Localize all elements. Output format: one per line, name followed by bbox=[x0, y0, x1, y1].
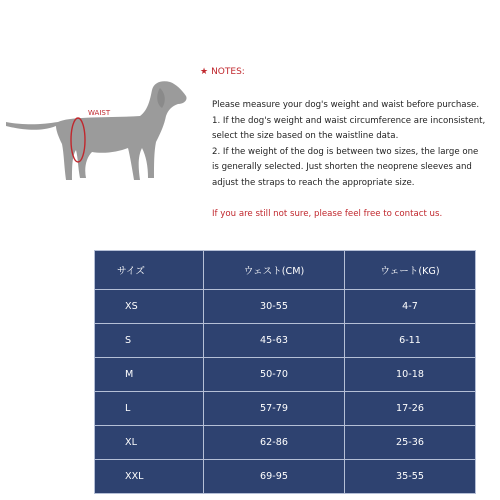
table-row bbox=[95, 358, 476, 392]
size-cell: XL bbox=[95, 426, 204, 460]
notes-line: 2. If the weight of the dog is between two sizes, the large one bbox=[212, 146, 479, 157]
notes-line: select the size based on the waistline data. bbox=[212, 131, 399, 142]
notes-block bbox=[200, 66, 496, 222]
notes-line: adjust the straps to reach the appropriate size. bbox=[212, 177, 415, 188]
waist-cell: 50-70 bbox=[204, 358, 345, 392]
waist-cell: 69-95 bbox=[204, 460, 345, 494]
table-row bbox=[95, 392, 476, 426]
notes-line: 1. If the dog's weight and waist circumference are inconsistent, bbox=[212, 115, 486, 126]
weight-cell: 4-7 bbox=[345, 290, 476, 324]
table-row bbox=[95, 290, 476, 324]
header-waist: ウェスト(CM) bbox=[204, 251, 345, 290]
size-cell: M bbox=[95, 358, 204, 392]
notes-heading bbox=[200, 66, 496, 78]
size-cell: XXL bbox=[95, 460, 204, 494]
waist-cell: 57-79 bbox=[204, 392, 345, 426]
table-row bbox=[95, 324, 476, 358]
weight-cell: 10-18 bbox=[345, 358, 476, 392]
waist-cell: 30-55 bbox=[204, 290, 345, 324]
header-weight: ウェート(KG) bbox=[345, 251, 476, 290]
table-row bbox=[95, 460, 476, 494]
weight-cell: 17-26 bbox=[345, 392, 476, 426]
size-cell: XS bbox=[95, 290, 204, 324]
dog-silhouette-figure bbox=[0, 60, 200, 200]
waist-label: WAIST bbox=[88, 109, 111, 117]
table-header-row bbox=[95, 251, 476, 290]
weight-cell: 25-36 bbox=[345, 426, 476, 460]
weight-cell: 35-55 bbox=[345, 460, 476, 494]
notes-line: is generally selected. Just shorten the neoprene sleeves and bbox=[212, 162, 472, 173]
contact-warning: If you are still not sure, please feel free to contact us. bbox=[212, 208, 443, 219]
waist-cell: 62-86 bbox=[204, 426, 345, 460]
weight-cell: 6-11 bbox=[345, 324, 476, 358]
notes-heading-text: NOTES: bbox=[211, 67, 245, 77]
size-cell: L bbox=[95, 392, 204, 426]
size-cell: S bbox=[95, 324, 204, 358]
notes-line: Please measure your dog's weight and waist before purchase. bbox=[212, 100, 480, 110]
table-row bbox=[95, 426, 476, 460]
waist-cell: 45-63 bbox=[204, 324, 345, 358]
star-icon: ★ bbox=[200, 67, 209, 77]
header-size: サイズ bbox=[95, 251, 204, 290]
dog-silhouette bbox=[6, 81, 187, 180]
size-chart-table bbox=[94, 250, 476, 494]
